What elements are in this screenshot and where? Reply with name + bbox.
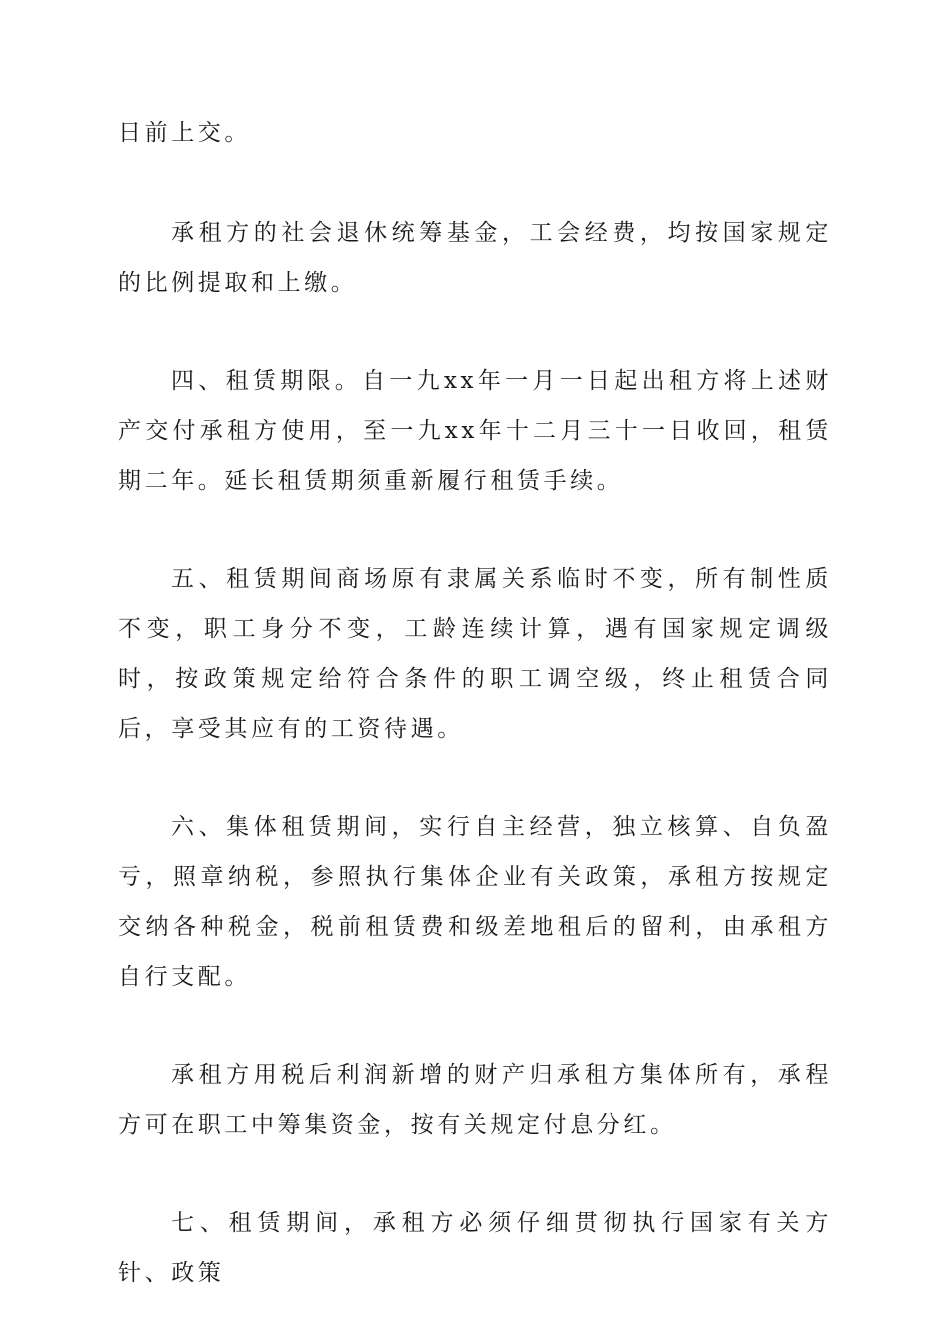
paragraph-profit-assets: 承租方用税后利润新增的财产归承租方集体所有，承程方可在职工中筹集资金，按有关规定付息分红。 — [118, 1062, 832, 1138]
paragraph-lease-term: 四、租赁期限。自一九xx年一月一日起出租方将上述财产交付承租方使用，至一九xx年十二月三十一日收回，租赁期二年。延长租赁期须重新履行租赁手续。 — [118, 368, 832, 494]
paragraph-gap — [118, 506, 832, 554]
paragraph-gap — [118, 158, 832, 208]
paragraph-gap — [118, 1002, 832, 1050]
paragraph-gap — [118, 1150, 832, 1198]
document-body — [118, 108, 832, 1298]
paragraph-affiliation: 五、租赁期间商场原有隶属关系临时不变，所有制性质不变，职工身分不变，工龄连续计算，遇有国家规定调级时，按政策规定给符合条件的职工调空级，终止租赁合同后，享受其应有的工资待遇。 — [118, 566, 832, 742]
paragraph-policy-compliance: 七、租赁期间，承租方必须仔细贯彻执行国家有关方针、政策 — [118, 1210, 832, 1286]
paragraph-gap — [118, 754, 832, 802]
paragraph-continuation: 日前上交。 — [118, 120, 251, 146]
paragraph-pension-fund: 承租方的社会退休统筹基金，工会经费，均按国家规定的比例提取和上缴。 — [118, 220, 832, 296]
paragraph-gap — [118, 308, 832, 356]
paragraph-collective-lease: 六、集体租赁期间，实行自主经营，独立核算、自负盈亏，照章纳税，参照执行集体企业有关政策，承租方按规定交纳各种税金，税前租赁费和级差地租后的留利，由承租方自行支配。 — [118, 814, 832, 990]
